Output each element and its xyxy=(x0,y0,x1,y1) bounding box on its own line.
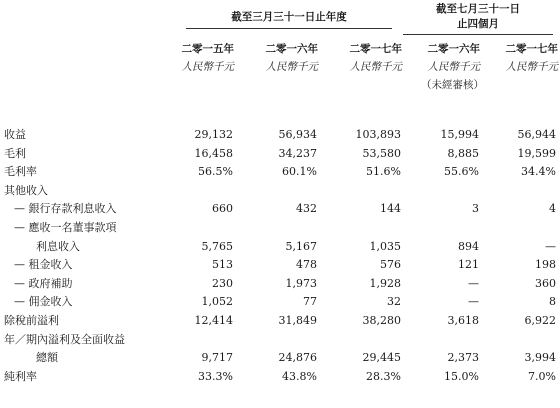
row-value: 432 xyxy=(296,202,317,216)
column-unit: 人民幣千元 xyxy=(349,61,402,73)
row-value: 15.0% xyxy=(444,369,479,383)
row-value: — xyxy=(468,276,479,290)
fiscal-year-group-rule xyxy=(186,28,392,29)
row-value: 28.3% xyxy=(366,369,401,383)
row-value: 103,893 xyxy=(355,128,401,141)
row-value: 60.1% xyxy=(282,165,317,179)
row-label: 總額 xyxy=(36,351,58,365)
row-value: 660 xyxy=(212,202,233,216)
table-row xyxy=(0,145,560,163)
row-label: 除稅前溢利 xyxy=(4,314,59,327)
row-value: 1,973 xyxy=(285,276,317,290)
row-value: 144 xyxy=(380,202,401,216)
row-value: 5,167 xyxy=(285,239,317,253)
row-value: 478 xyxy=(296,258,317,272)
column-unit: 人民幣千元 xyxy=(265,61,318,73)
row-label: 其他收入 xyxy=(4,183,48,197)
row-label: — 銀行存款利息收入 xyxy=(14,202,117,216)
row-value: 77 xyxy=(303,295,317,309)
row-value: 19,599 xyxy=(517,146,556,160)
row-value: 8 xyxy=(549,295,556,309)
row-value: 2,373 xyxy=(447,351,479,365)
row-value: 1,928 xyxy=(369,276,401,290)
row-value: 1,052 xyxy=(201,295,233,309)
row-value: 55.6% xyxy=(444,165,479,179)
row-label: 年／期內溢利及全面收益 xyxy=(4,332,125,346)
row-value: 4 xyxy=(549,202,556,216)
row-label: 收益 xyxy=(4,128,26,141)
table-row xyxy=(0,368,560,386)
row-value: 6,922 xyxy=(524,314,556,327)
row-value: 34,237 xyxy=(278,146,317,160)
row-value: — xyxy=(468,295,479,309)
row-value: 7.0% xyxy=(528,369,556,383)
row-value: 56,944 xyxy=(517,128,556,141)
row-label: — 佣金收入 xyxy=(14,295,73,309)
fiscal-year-group-header: 截至三月三十一日止年度 xyxy=(231,11,347,23)
column-year: 二零一六年 xyxy=(265,43,318,55)
table-row xyxy=(0,349,560,367)
row-value: 121 xyxy=(458,258,479,272)
row-value: 5,765 xyxy=(201,239,233,253)
row-value: 513 xyxy=(212,258,233,272)
column-year: 二零一七年 xyxy=(505,43,558,55)
column-unit: 人民幣千元 xyxy=(505,61,558,73)
unaudited-note: （未經審核） xyxy=(421,79,484,91)
row-value: 43.8% xyxy=(282,369,317,383)
table-row xyxy=(0,312,560,330)
row-value: 32 xyxy=(387,295,401,309)
row-value: — xyxy=(545,239,556,253)
table-row xyxy=(0,256,560,274)
table-row xyxy=(0,163,560,181)
row-label: 毛利率 xyxy=(4,165,37,179)
row-value: 3,618 xyxy=(447,314,479,327)
row-label: — 應收一名董事款項 xyxy=(14,221,117,234)
table-row xyxy=(0,182,560,200)
column-unit: 人民幣千元 xyxy=(181,61,234,73)
row-value: 53,580 xyxy=(362,146,401,160)
row-label: 毛利 xyxy=(4,146,26,160)
row-value: 31,849 xyxy=(278,314,317,327)
four-month-group-header-line1: 截至七月三十一日 xyxy=(436,3,520,15)
row-value: 33.3% xyxy=(198,369,233,383)
column-year: 二零一七年 xyxy=(349,43,402,55)
row-label: 純利率 xyxy=(4,369,37,383)
table-row xyxy=(0,219,560,237)
row-value: 51.6% xyxy=(366,165,401,179)
four-month-group-rule xyxy=(403,34,553,35)
column-unit: 人民幣千元 xyxy=(427,61,480,73)
row-value: 8,885 xyxy=(447,146,479,160)
table-row xyxy=(0,275,560,293)
column-year: 二零一五年 xyxy=(181,43,234,55)
table-row xyxy=(0,238,560,256)
table-row xyxy=(0,293,560,311)
row-value: 34.4% xyxy=(521,165,556,179)
row-value: 3 xyxy=(472,202,479,216)
row-value: 9,717 xyxy=(201,351,233,365)
row-value: 12,414 xyxy=(194,314,233,327)
row-value: 576 xyxy=(380,258,401,272)
row-label: 利息收入 xyxy=(36,239,80,253)
column-year: 二零一六年 xyxy=(427,43,480,55)
row-value: 1,035 xyxy=(369,239,401,253)
row-value: 15,994 xyxy=(440,128,479,141)
row-value: 360 xyxy=(535,276,556,290)
row-value: 29,132 xyxy=(194,128,233,141)
row-value: 230 xyxy=(212,276,233,290)
row-value: 24,876 xyxy=(278,351,317,365)
row-value: 29,445 xyxy=(362,351,401,365)
row-value: 56,934 xyxy=(278,128,317,141)
table-row xyxy=(0,126,560,144)
row-value: 56.5% xyxy=(198,165,233,179)
row-value: 16,458 xyxy=(194,146,233,160)
row-value: 38,280 xyxy=(362,314,401,327)
row-label: — 政府補助 xyxy=(14,276,73,290)
row-value: 894 xyxy=(458,239,479,253)
row-value: 198 xyxy=(535,258,556,272)
row-value: 3,994 xyxy=(524,351,556,365)
table-row xyxy=(0,200,560,218)
four-month-group-header-line2: 止四個月 xyxy=(457,18,499,30)
row-label: — 租金收入 xyxy=(14,258,73,272)
table-row xyxy=(0,331,560,349)
